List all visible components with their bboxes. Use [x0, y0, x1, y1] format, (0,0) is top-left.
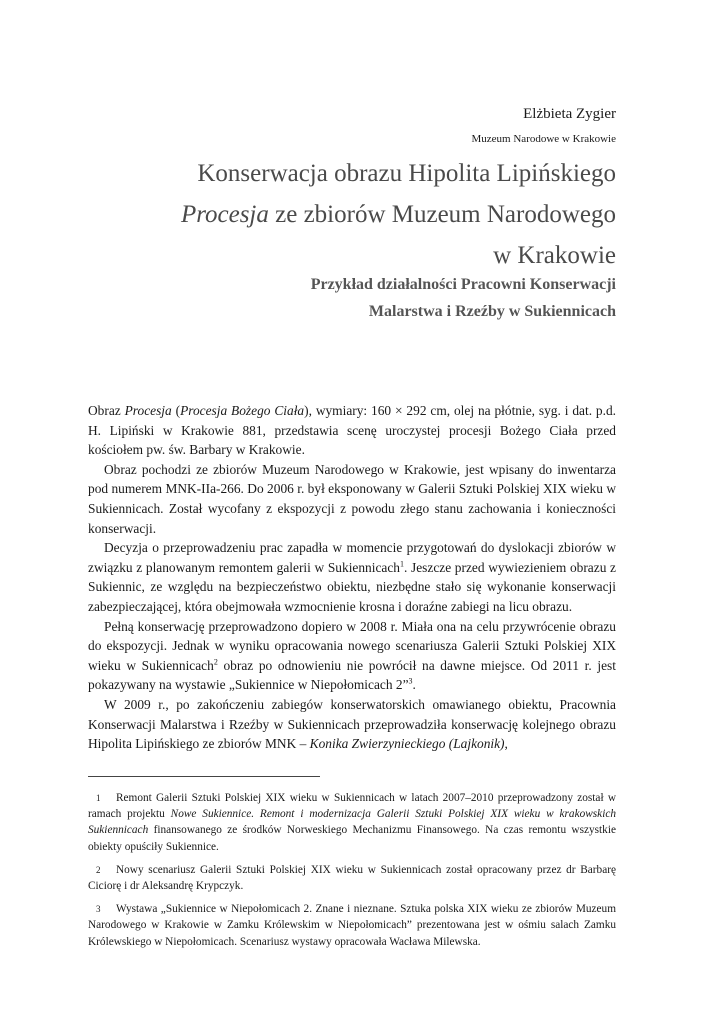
text: Obraz [88, 403, 125, 418]
paragraph-4 [88, 617, 616, 695]
text: finansowanego ze środków Norweskiego Mechanizmu Finansowego. Na czas remontu wszystkie obiekty opuściły Sukiennice. [88, 824, 616, 853]
article-title [88, 153, 616, 276]
footnote-ref-3[interactable]: 3 [408, 676, 413, 686]
text: obraz po odnowieniu nie powrócił na dawne miejsce. Od 2011 r. jest pokazywany na wystawie „Sukiennice w Niepołomicach 2” [88, 657, 616, 693]
footnotes [88, 790, 616, 957]
title-line-3: w Krakowie [493, 242, 616, 269]
text: Pełną konserwację przeprowadzono dopiero w 2008 r. Miała ona na celu przywrócenie obrazu do ekspozycji. Jednak w wyniku opracowania nowego scenariusza Galerii Sztuki Polskiej XIX wieku w Sukiennicach [88, 618, 616, 673]
article-body [88, 401, 616, 754]
footnote-ref-1[interactable]: 1 [400, 559, 404, 569]
work-title: Procesja [124, 403, 172, 418]
text: Nowy scenariusz Galerii Sztuki Polskiej XIX wieku w Sukiennicach został opracowany przez dr Barbarę Ciciorę i dr Aleksandrę Krypczyk. [88, 863, 616, 893]
text: Decyzja o przeprowadzeniu prac zapadła w momencie przygotowań do dyslokacji zbiorów w związku z planowanym remontem galerii w Sukiennicach [88, 540, 616, 575]
author-name: Elżbieta Zygier [523, 106, 616, 122]
author-affiliation: Muzeum Narodowe w Krakowie [471, 133, 616, 145]
text: Remont Galerii Sztuki Polskiej XIX wieku w Sukiennicach w latach 2007–2010 przeprowadzony został w ramach projektu [88, 792, 616, 821]
work-alt-title: Procesja Bożego Ciała [180, 403, 305, 418]
title-line-2: ze zbiorów Muzeum Narodowego [268, 201, 616, 228]
text: ( [171, 403, 181, 418]
text: . [412, 677, 416, 693]
paragraph-2: Obraz pochodzi ze zbiorów Muzeum Narodowego w Krakowie, jest wpisany do inwentarza pod numerem MNK-IIa-266. Do 2006 r. był eksponowany w Galerii Sztuki Polskiej XIX wieku w Sukiennicach. Został wycofany z ekspozycji z powodu złego stanu zachowania i konieczności konserwacji. [88, 461, 616, 536]
project-title: Nowe Sukiennice. Remont i modernizacja Galerii Sztuki Polskiej XIX wieku w krakowskich Sukiennicach [88, 808, 616, 837]
footnote-number: 3 [96, 904, 101, 915]
subtitle-line-2: Malarstwa i Rzeźby w Sukiennicach [368, 303, 616, 320]
article-subtitle [88, 271, 616, 325]
paragraph-5 [88, 695, 616, 754]
paragraph-1 [88, 401, 616, 460]
text: W 2009 r., po zakończeniu zabiegów konserwatorskich omawianego obiektu, Pracownia Konserwacji Malarstwa i Rzeźby w Sukiennicach przeprowadziła konserwację kolejnego obrazu Hipolita Lipińskiego ze zbiorów MNK – [88, 696, 616, 752]
footnote-3 [88, 901, 616, 950]
subtitle-line-1: Przykład działalności Pracowni Konserwacji [310, 276, 616, 293]
title-line-1: Konserwacja obrazu Hipolita Lipińskiego [197, 160, 616, 187]
paragraph-3 [88, 538, 616, 616]
text: ), wymiary: 160 × 292 cm, olej na płótnie, syg. i dat. p.d. H. Lipiński w Krakowie 881, przedstawia scenę uroczystej procesji Bożego Ciała przed kościołem pw. św. Barbary w Krakowie. [88, 403, 617, 458]
work-title: Konika Zwierzynieckiego (Lajkonik) [309, 736, 505, 752]
footnote-2 [88, 862, 616, 894]
text: , [504, 736, 508, 752]
footnote-ref-2[interactable]: 2 [213, 657, 218, 667]
text: . Jeszcze przed wywiezieniem obrazu z Sukiennic, ze względu na bezpieczeństwo obiektu, niezbędne stało się wykonanie konserwacji zabezpieczającej, która obejmowała wzmocnienie krosna i doraźne zabiegi na licu obrazu. [88, 559, 616, 614]
title-italic-work: Procesja [180, 201, 269, 228]
footnote-number: 2 [96, 864, 101, 875]
footnote-divider [88, 776, 320, 777]
text: Wystawa „Sukiennice w Niepołomicach 2. Znane i nieznane. Sztuka polska XIX wieku ze zbiorów Muzeum Narodowego w Krakowie w Zamku Królewskim w Niepołomicach” prezentowana jest w ośmiu salach Zamku Królewskiego w Niepołomicach. Scenariusz wystawy opracowała Wacława Milewska. [88, 903, 616, 948]
footnote-1 [88, 790, 616, 855]
footnote-number: 1 [96, 793, 101, 803]
